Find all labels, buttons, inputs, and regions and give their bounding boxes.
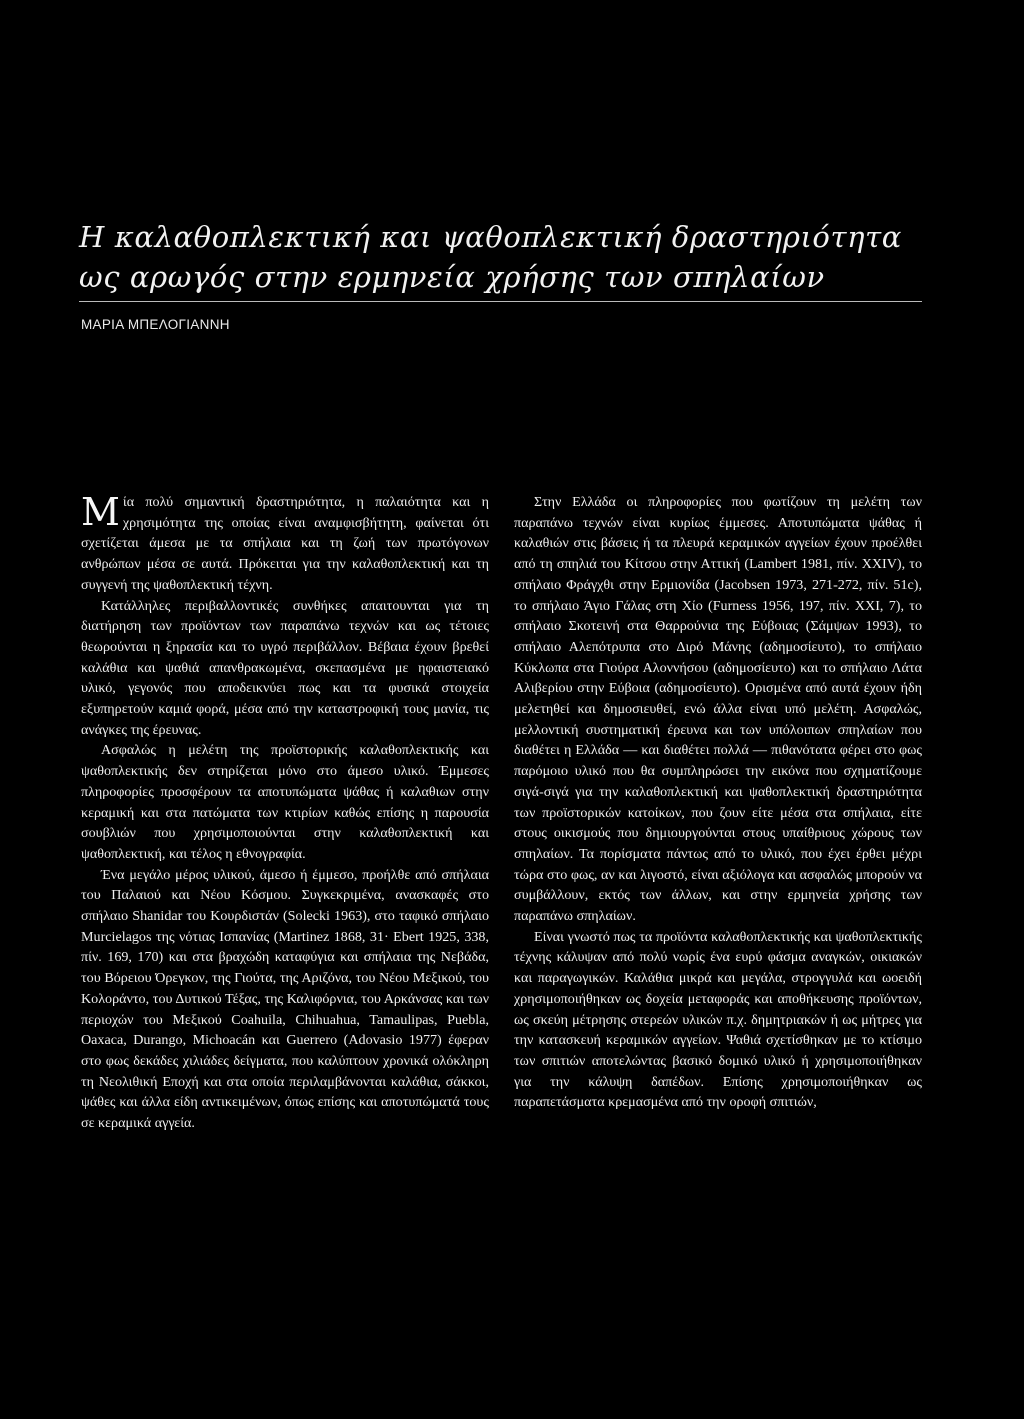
title-line-1: Η καλαθοπλεκτική και ψαθοπλεκτική δραστηριότητα xyxy=(79,220,902,254)
right-column xyxy=(514,492,922,1113)
title-line-2: ως αρωγός στην ερμηνεία χρήσης των σπηλαίων xyxy=(79,260,825,294)
title-divider xyxy=(79,301,922,302)
paragraph: Κατάλληλες περιβαλλοντικές συνθήκες απαιτουνται για τη διατήρηση των προϊόντων των παραπάνω τεχνών και ως τέτοιες θεωρούνται η ξηρασία και το υγρό περιβάλλον. Βέβαια έχουν βρεθεί καλάθια και ψαθιά απανθρακωμένα, σκεπασμένα με ηφαιστειακό υλικό, γεγονός που αποδεικνύει πως και τα φυσικά στοιχεία εξυπηρετούν καμιά φορά, μέσα από την καταστροφική τους μανία, τις ανάγκες της έρευνας. xyxy=(81,597,489,738)
left-column xyxy=(81,492,489,1134)
paragraph xyxy=(81,492,489,596)
author-name: ΜΑΡΙΑ ΜΠΕΛΟΓΙΑΝΝΗ xyxy=(81,317,230,332)
paragraph: Είναι γνωστό πως τα προϊόντα καλαθοπλεκτικής και ψαθοπλεκτικής τέχνης κάλυψαν από πολύ νωρίς ένα ευρύ φάσμα αναγκών, οικιακών και παραγωγικών. Καλάθια μικρά και μεγάλα, στρογγυλά και ωοειδή χρησιμοποιήθηκαν ως δοχεία μεταφοράς και αποθήκευσης προϊόντων, ως σκεύη μέτρησης στερεών υλικών π.χ. δημητριακών ή ως μήτρες για την κατασκευή κεραμικών αγγείων. Ψαθιά σχετίσθηκαν με το κτίσιμο των σπιτιών αποτελώντας βασικό δομικό υλικό ή χρησιμοποιήθηκαν για την κάλυψη δαπέδων. Επίσης χρησιμοποιήθηκαν ως παραπετάσματα κρεμασμένα από την οροφή σπιτιών, xyxy=(514,928,922,1111)
drop-cap: Μ xyxy=(81,490,120,534)
article-title xyxy=(79,217,949,297)
paragraph: Ένα μεγάλο μέρος υλικού, άμεσο ή έμμεσο, προήλθε από σπήλαια του Παλαιού και Νέου Κόσμου. Συγκεκριμένα, ανασκαφές στο σπήλαιο Shanidar του Κουρδιστάν (Solecki 1963), στο ταφικό σπήλαιο Murcielagos της νότιας Ισπανίας (Martinez 1868, 31· Ebert 1925, 338, πίν. 169, 170) και στα βραχώδη καταφύγια και σπήλαια της Νεβάδα, του Βόρειου Όρεγκον, της Γιούτα, της Αριζόνα, του Νέου Μεξικού, του Κολοράντο, του Δυτικού Τέξας, της Καλιφόρνια, του Αρκάνσας και των περιοχών του Μεξικού Coahuila, Chihuahua, Tamaulipas, Puebla, Oaxaca, Durango, Michoacán και Guerrero (Adovasio 1977) έφεραν στο φως δεκάδες χιλιάδες δείγματα, που καλύπτουν χρονικά ολόκληρη τη Νεολιθική Εποχή και στα οποία περιλαμβάνονται καλάθια, σάκκοι, ψάθες και άλλα είδη αντικειμένων, όπως επίσης και αποτυπώματά τους σε κεραμικά αγγεία. xyxy=(81,866,489,1132)
paragraph-text: ία πολύ σημαντική δραστηριότητα, η παλαιότητα και η χρησιμότητα της οποίας είναι αναμφισβήτητη, φαίνεται ότι σχετίζεται άμεσα με τα σπήλαια και τη ζωή των πρωτόγονων ανθρώπων μέσα σε αυτά. Πρόκειται για την καλαθοπλεκτική και τη συγγενή της ψαθοπλεκτική τέχνη. xyxy=(81,494,489,593)
paragraph: Στην Ελλάδα οι πληροφορίες που φωτίζουν τη μελέτη των παραπάνω τεχνών είναι κυρίως έμμεσες. Αποτυπώματα ψάθας ή καλαθιών στις βάσεις ή τα πλευρά κεραμικών αγγείων έχουν προέλθει από τη σπηλιά του Κίτσου στην Αττική (Lambert 1981, πίν. XXIV), το σπήλαιο Φράγχθι στην Ερμιονίδα (Jacobsen 1973, 271-272, πίν. 51c), το σπήλαιο Άγιο Γάλας στη Χίο (Furness 1956, 197, πίν. XXI, 7), το σπήλαιο Σκοτεινή στα Θαρρούνια της Εύβοιας (Σάμψων 1993), το σπήλαιο Αλεπότρυπα στο Διρό Μάνης (αδημοσίευτο), το σπήλαιο Κύκλωπα στα Γιούρα Αλοννήσου (αδημοσίευτο) και το σπήλαιο Λάτα Αλιβερίου στην Εύβοια (αδημοσίευτο). Ορισμένα από αυτά έχουν ήδη μελετηθεί και δημοσιευθεί, ενώ άλλα είναι υπό μελέτη. Ασφαλώς, μελλοντική συστηματική έρευνα και των υπόλοιπων σπηλαίων που διαθέτει η Ελλάδα — και διαθέτει πολλά — πιθανότατα φέρει στο φως παρόμοιο υλικό που θα συμπληρώσει την εικόνα που σχηματίζουμε σιγά-σιγά για την καλαθοπλεκτική και ψαθοπλεκτική δραστηριότητα των προϊστορικών κατοίκων, που ζουν είτε μέσα στα σπήλαια, είτε στους οικισμούς που δημιουργούνται στους υπαίθριους χώρους των σπηλαίων. Τα πορίσματα πάντως από το υλικό, που έχει έρθει μέχρι τώρα στο φως, αν και λιγοστό, είναι αξιόλογα και ασφαλώς μπορούν να συμβάλλουν, εκτός των άλλων, και στην ερμηνεία χρήσης των παραπάνω σπηλαίων. xyxy=(514,494,922,925)
paragraph: Ασφαλώς η μελέτη της προϊστορικής καλαθοπλεκτικής και ψαθοπλεκτικής δεν στηρίζεται μόνο στο άμεσο υλικό. Έμμεσες πληροφορίες προσφέρουν τα αποτυπώματα ψάθας ή καλαθιων στην κεραμική και στα πατώματα των κτιρίων καθώς επίσης η παρουσία σουβλιών που χρησιμοποιούνται στην καλαθοπλεκτική και ψαθοπλεκτική, και τέλος η εθνογραφία. xyxy=(81,742,489,862)
